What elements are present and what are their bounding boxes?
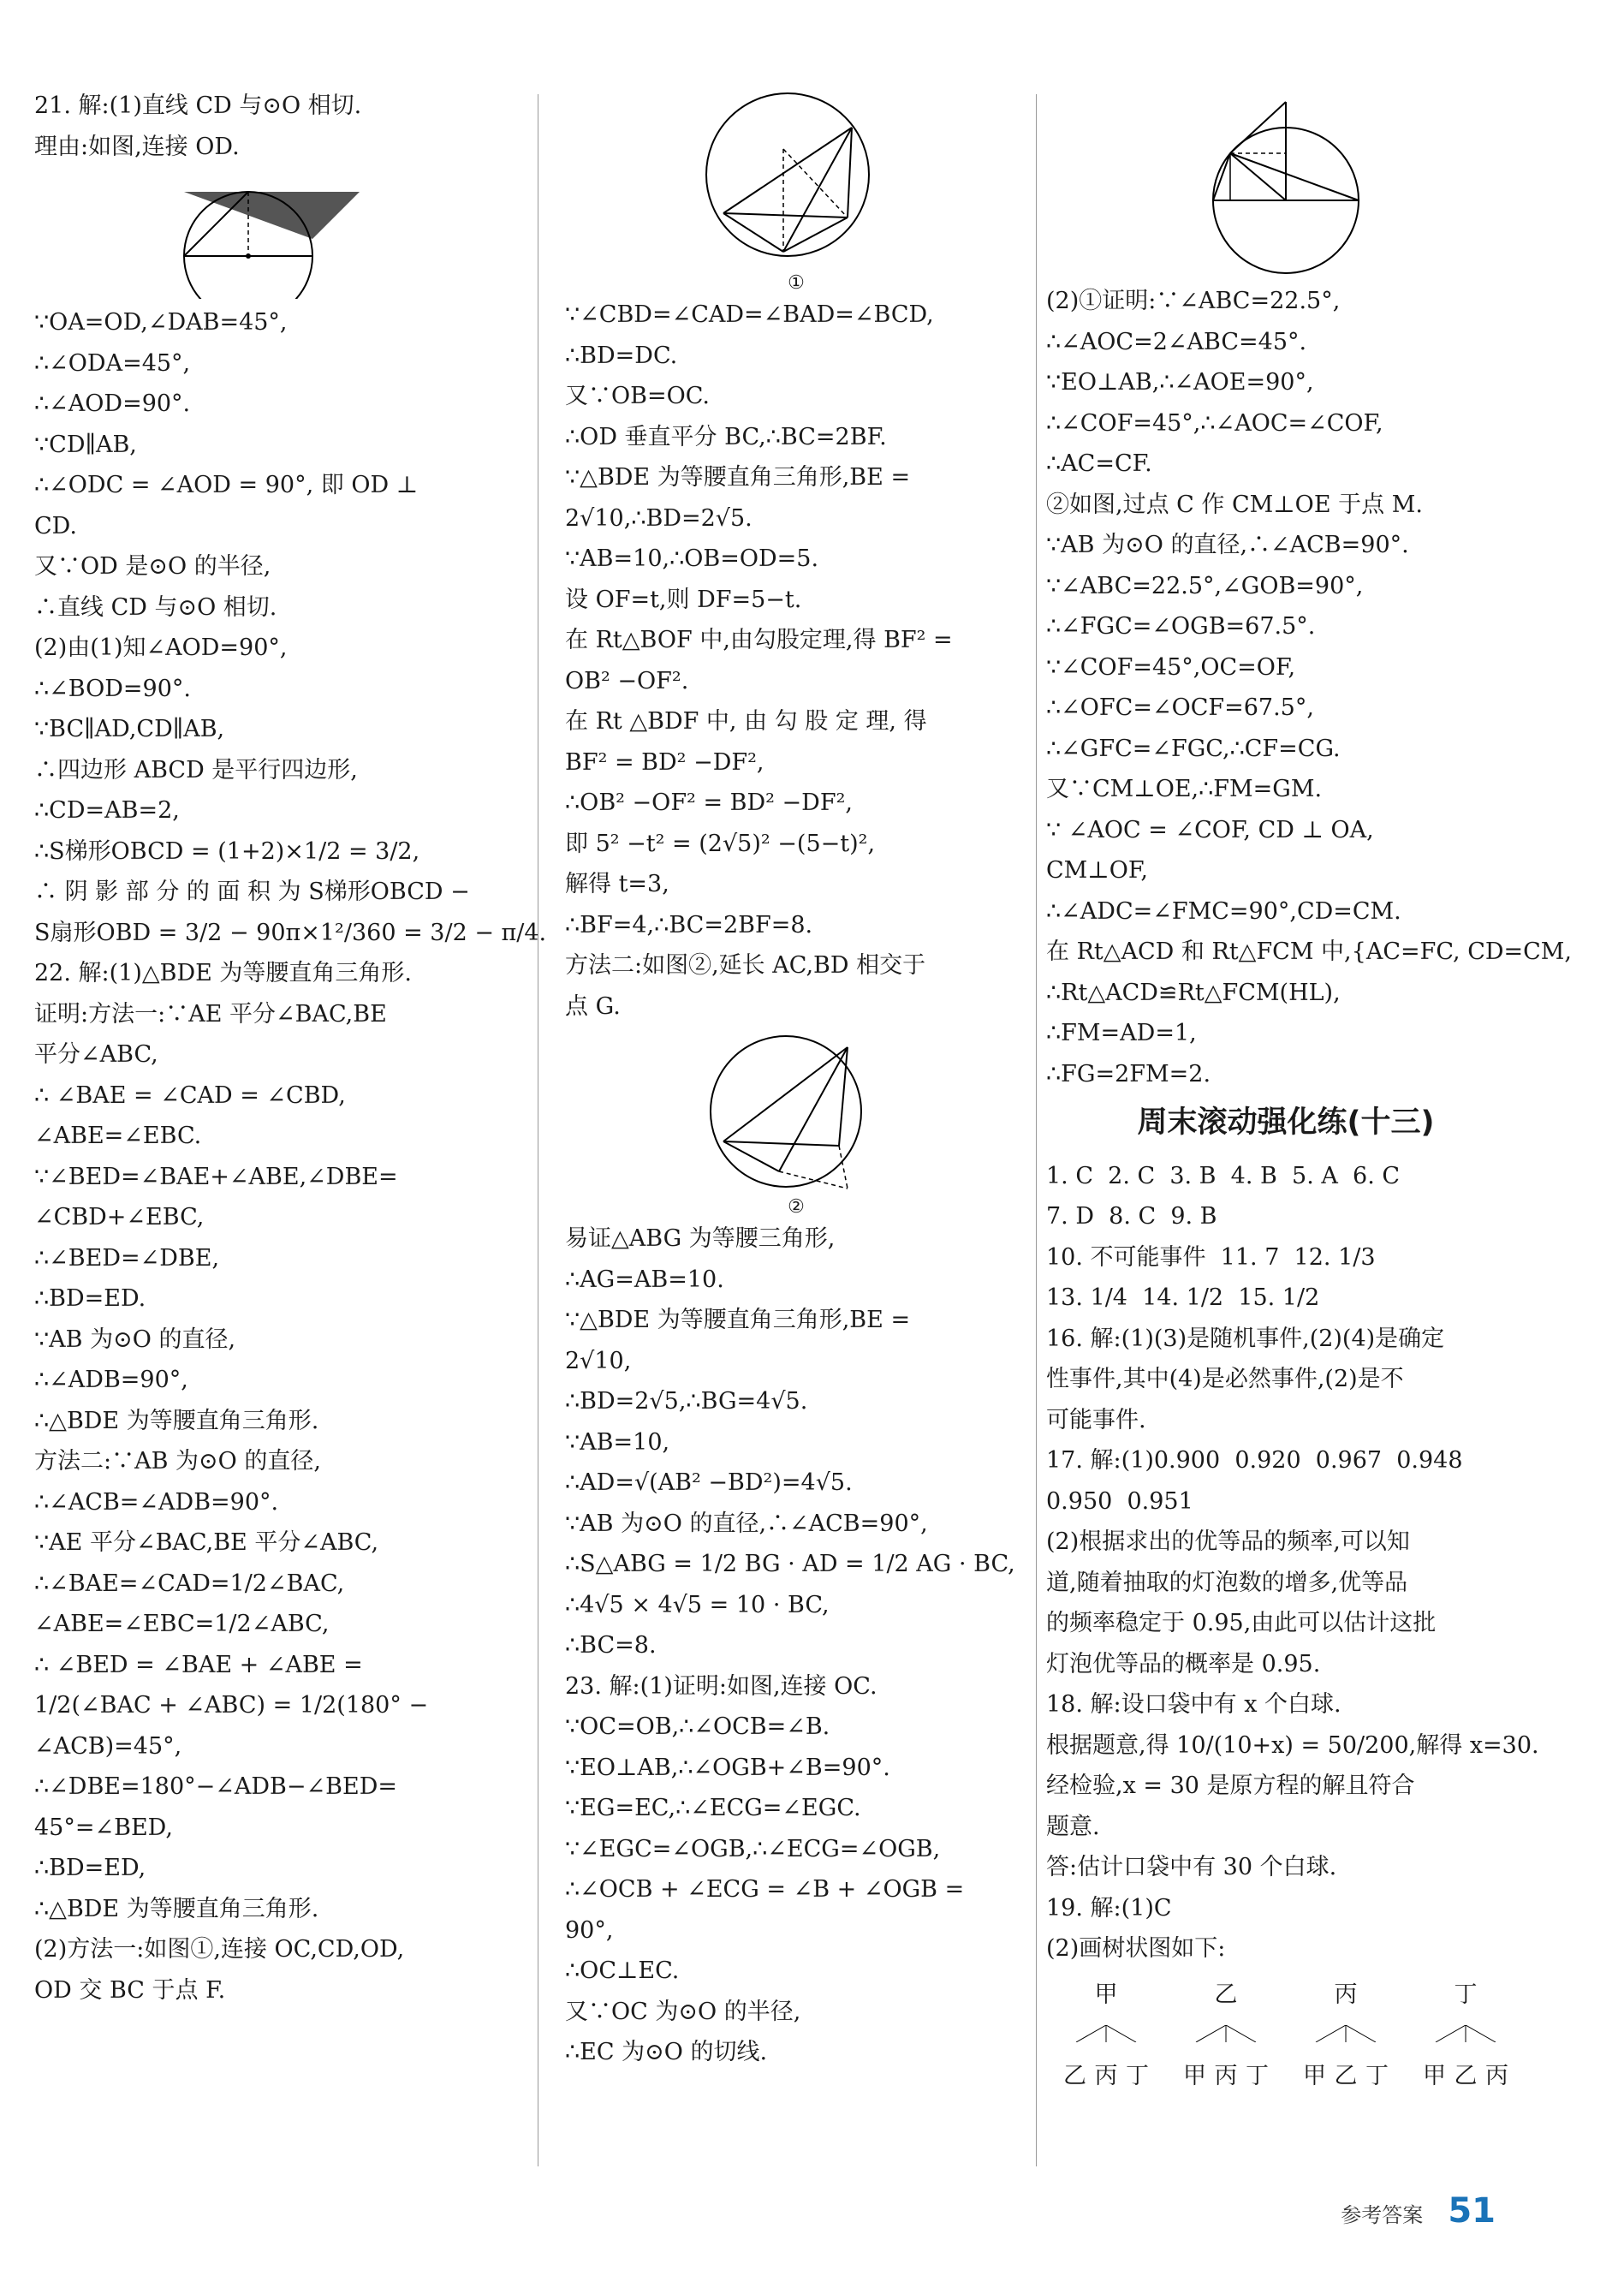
text-line: ∴∠ACB=∠ADB=90°. bbox=[34, 1488, 279, 1516]
figure-q23 bbox=[1046, 89, 1526, 277]
text-line: ∴BF=4,∴BC=2BF=8. bbox=[565, 911, 813, 938]
answer-line: 7. D 8. C 9. B bbox=[1046, 1203, 1217, 1230]
tree-root: 丙 bbox=[1334, 1981, 1358, 2008]
tree-leaf: 甲 bbox=[1423, 2062, 1446, 2089]
text-line: 题意. bbox=[1046, 1813, 1100, 1840]
q23-heading: 23. 解:(1)证明:如图,连接 OC. bbox=[565, 1672, 877, 1700]
text-line: ∵CD∥AB, bbox=[34, 431, 137, 458]
text-line: CM⊥OF, bbox=[1046, 857, 1148, 884]
text-line: 方法二:∵AB 为⊙O 的直径, bbox=[34, 1448, 321, 1475]
answer-list bbox=[1046, 1156, 1526, 1319]
section-title: 周末滚动强化练(十三) bbox=[1137, 1105, 1435, 1140]
tree-leaf: 丁 bbox=[1246, 2062, 1269, 2089]
text-line: 道,随着抽取的灯泡数的增多,优等品 bbox=[1046, 1569, 1408, 1596]
text-line: ∴OC⊥EC. bbox=[565, 1957, 680, 1984]
tree-leaf: 丙 bbox=[1094, 2062, 1118, 2089]
figure-2 bbox=[565, 1030, 1027, 1193]
text-line: ∴∠AOD=90°. bbox=[34, 390, 191, 417]
text-line: ∴∠BOD=90°. bbox=[34, 675, 191, 702]
text-line: ∴∠ADB=90°, bbox=[34, 1367, 188, 1393]
text-line: ∴∠AOC=2∠ABC=45°. bbox=[1046, 328, 1307, 355]
text-line: ∴∠COF=45°,∴∠AOC=∠COF, bbox=[1046, 409, 1383, 437]
text-line: 的频率稳定于 0.95,由此可以估计这批 bbox=[1046, 1610, 1437, 1636]
text-line: ∴∠OCB + ∠ECG = ∠B + ∠OGB = bbox=[565, 1876, 965, 1903]
text-line: ∴BD=ED, bbox=[34, 1855, 146, 1881]
text-line: ∴四边形 ABCD 是平行四边形, bbox=[34, 756, 358, 784]
text-line: 16. 解:(1)(3)是随机事件,(2)(4)是确定 bbox=[1046, 1325, 1445, 1352]
text-line: 17. 解:(1)0.900 0.920 0.967 0.948 bbox=[1046, 1447, 1463, 1474]
q23-lines bbox=[565, 1707, 1027, 2073]
tree-root: 丁 bbox=[1454, 1981, 1478, 2008]
text-line: 18. 解:设口袋中有 x 个白球. bbox=[1046, 1691, 1341, 1718]
text-line: 90°, bbox=[565, 1916, 614, 1944]
text-line: ∴△BDE 为等腰直角三角形. bbox=[34, 1895, 319, 1922]
text-line: ∴∠ODA=45°, bbox=[34, 349, 191, 377]
text-line: ∴∠GFC=∠FGC,∴CF=CG. bbox=[1046, 735, 1341, 762]
text-line: ∴CD=AB=2, bbox=[34, 797, 180, 824]
text-line: 即 5² −t² = (2√5)² −(5−t)², bbox=[565, 830, 876, 857]
tree-leaf: 丁 bbox=[1365, 2062, 1389, 2089]
text-line: ∴Rt△ACD≌Rt△FCM(HL), bbox=[1046, 979, 1341, 1006]
text-line: ∴△BDE 为等腰直角三角形. bbox=[34, 1407, 319, 1434]
q17 bbox=[1046, 1440, 1526, 1684]
text-line: ∵∠ABC=22.5°,∠GOB=90°, bbox=[1046, 572, 1364, 599]
text-line: ∠ABE=∠EBC=1/2∠ABC, bbox=[34, 1611, 330, 1637]
text-line: 2√10,∴BD=2√5. bbox=[565, 504, 753, 532]
text-line: ∴FG=2FM=2. bbox=[1046, 1060, 1211, 1087]
tree-leaf: 乙 bbox=[1334, 2062, 1358, 2089]
text-line: (2)方法一:如图①,连接 OC,CD,OD, bbox=[34, 1936, 405, 1963]
text-line: 19. 解:(1)C bbox=[1046, 1894, 1172, 1922]
text-line: ∵AB=10, bbox=[565, 1428, 670, 1456]
text-line: ∴OB² −OF² = BD² −DF², bbox=[565, 789, 853, 816]
text-line: 1/2(∠BAC + ∠ABC) = 1/2(180° − bbox=[34, 1692, 429, 1719]
text-line: ∴S△ABG = 1/2 BG · AD = 1/2 AG · BC, bbox=[565, 1551, 1015, 1577]
text-line: 又∵OD 是⊙O 的半径, bbox=[34, 553, 271, 580]
tree-root: 乙 bbox=[1214, 1981, 1238, 2008]
text-line: ∴∠OFC=∠OCF=67.5°, bbox=[1046, 694, 1314, 721]
text-line: 易证△ABG 为等腰三角形, bbox=[565, 1225, 836, 1252]
text-line: OB² −OF². bbox=[565, 667, 689, 694]
text-line: 在 Rt△ACD 和 Rt△FCM 中,{AC=FC, CD=CM, bbox=[1046, 938, 1573, 965]
page-number: 51 bbox=[1448, 2191, 1496, 2231]
col2-lines-a bbox=[565, 295, 1027, 1027]
tree-branches bbox=[1183, 2025, 1269, 2042]
tree-root: 甲 bbox=[1094, 1981, 1118, 2008]
text-line: 解得 t=3, bbox=[565, 871, 669, 897]
answer-line: 1. C 2. C 3. B 4. B 5. A 6. C bbox=[1046, 1162, 1401, 1189]
column-1 bbox=[34, 86, 547, 2011]
tree-leaf: 甲 bbox=[1183, 2062, 1206, 2089]
q22-lines bbox=[34, 994, 514, 2011]
page-footer bbox=[1341, 2191, 1496, 2231]
text-line: ∴4√5 × 4√5 = 10 · BC, bbox=[565, 1591, 830, 1618]
text-line: ∵EO⊥AB,∴∠AOE=90°, bbox=[1046, 369, 1314, 396]
q19 bbox=[1046, 1888, 1526, 1969]
text-line: ∵△BDE 为等腰直角三角形,BE = bbox=[565, 1307, 911, 1333]
q21-line: 理由:如图,连接 OD. bbox=[34, 133, 240, 160]
tree-leaf: 甲 bbox=[1303, 2062, 1326, 2089]
text-line: ∴ ∠BAE = ∠CAD = ∠CBD, bbox=[34, 1081, 346, 1109]
text-line: ∴AC=CF. bbox=[1046, 450, 1152, 477]
q18 bbox=[1046, 1684, 1539, 1888]
text-line: ∴∠ODC = ∠AOD = 90°, 即 OD ⊥ bbox=[34, 472, 419, 498]
text-line: 45°=∠BED, bbox=[34, 1814, 173, 1841]
tree-branches bbox=[1063, 2025, 1149, 2042]
text-line: 在 Rt △BDF 中, 由 勾 股 定 理, 得 bbox=[565, 708, 927, 735]
col2-lines-b bbox=[565, 1218, 1027, 1666]
tree-diagram bbox=[1046, 1975, 1526, 2097]
text-line: 平分∠ABC, bbox=[34, 1041, 158, 1068]
text-line: ∵AE 平分∠BAC,BE 平分∠ABC, bbox=[34, 1529, 379, 1556]
tree-leaf: 乙 bbox=[1454, 2062, 1478, 2089]
shaded-region bbox=[184, 192, 360, 239]
text-line: ∵AB 为⊙O 的直径,∴∠ACB=90°. bbox=[1046, 532, 1409, 558]
text-line: ∴FM=AD=1, bbox=[1046, 1020, 1197, 1046]
text-line: ∴AD=√(AB² −BD²)=4√5. bbox=[565, 1469, 853, 1496]
tree-group bbox=[1183, 1975, 1269, 2097]
text-line: ∴∠DBE=180°−∠ADB−∠BED= bbox=[34, 1773, 397, 1800]
text-line: 在 Rt△BOF 中,由勾股定理,得 BF² = bbox=[565, 627, 953, 653]
text-line: ∴S梯形OBCD = (1+2)×1/2 = 3/2, bbox=[34, 837, 420, 865]
tree-branches bbox=[1303, 2025, 1389, 2042]
text-line: ∵AB 为⊙O 的直径, bbox=[34, 1326, 236, 1353]
text-line: ∵BC∥AD,CD∥AB, bbox=[34, 716, 225, 742]
tree-leaf: 丁 bbox=[1126, 2062, 1149, 2089]
text-line: ∴BD=2√5,∴BG=4√5. bbox=[565, 1388, 808, 1415]
text-line: 方法二:如图②,延长 AC,BD 相交于 bbox=[565, 952, 926, 979]
text-line: ∴AG=AB=10. bbox=[565, 1266, 724, 1293]
col3-lines-a bbox=[1046, 281, 1573, 1094]
figure-2-caption: ② bbox=[788, 1196, 805, 1218]
figure-q21 bbox=[34, 170, 514, 299]
text-line: OD 交 BC 于点 F. bbox=[34, 1976, 226, 2004]
text-line: 灯泡优等品的概率是 0.95. bbox=[1046, 1650, 1321, 1677]
column-3 bbox=[1046, 86, 1573, 2096]
q16 bbox=[1046, 1319, 1526, 1441]
text-line: ∠ABE=∠EBC. bbox=[34, 1123, 202, 1149]
tree-branches bbox=[1423, 2025, 1508, 2042]
q22-heading: 22. 解:(1)△BDE 为等腰直角三角形. bbox=[34, 960, 412, 986]
text-line: S扇形OBD = 3/2 − 90π×1²/360 = 3/2 − π/4. bbox=[34, 919, 547, 946]
tree-group bbox=[1303, 1975, 1389, 2097]
text-line: ∠ACB)=45°, bbox=[34, 1732, 182, 1760]
text-line: ∴∠FGC=∠OGB=67.5°. bbox=[1046, 613, 1316, 640]
text-line: ∵△BDE 为等腰直角三角形,BE = bbox=[565, 464, 911, 491]
text-line: (2)根据求出的优等品的频率,可以知 bbox=[1046, 1528, 1410, 1555]
text-line: ∵ ∠AOC = ∠COF, CD ⊥ OA, bbox=[1046, 816, 1374, 843]
text-line: (2)由(1)知∠AOD=90°, bbox=[34, 635, 288, 661]
text-line: 点 G. bbox=[565, 992, 621, 1020]
text-line: 又∵OB=OC. bbox=[565, 383, 711, 409]
text-line: ∴ 阴 影 部 分 的 面 积 为 S梯形OBCD − bbox=[34, 879, 470, 905]
tree-leaf: 丙 bbox=[1214, 2062, 1238, 2089]
text-line: ∴OD 垂直平分 BC,∴BC=2BF. bbox=[565, 423, 887, 450]
text-line: 设 OF=t,则 DF=5−t. bbox=[565, 586, 802, 613]
text-line: 证明:方法一:∵AE 平分∠BAC,BE bbox=[34, 1000, 387, 1028]
text-line: ②如图,过点 C 作 CM⊥OE 于点 M. bbox=[1046, 491, 1423, 518]
tree-leaf: 丙 bbox=[1485, 2062, 1508, 2089]
text-line: ∵OA=OD,∠DAB=45°, bbox=[34, 309, 288, 336]
text-line: ∵EG=EC,∴∠ECG=∠EGC. bbox=[565, 1795, 861, 1821]
text-line: ∴BC=8. bbox=[565, 1632, 657, 1659]
text-line: ∵∠COF=45°,OC=OF, bbox=[1046, 653, 1296, 681]
q21-heading: 21. 解:(1)直线 CD 与⊙O 相切. bbox=[34, 92, 362, 119]
text-line: 经检验,x = 30 是原方程的解且符合 bbox=[1046, 1773, 1415, 1799]
text-line: ∴BD=DC. bbox=[565, 342, 678, 369]
text-line: ∵EO⊥AB,∴∠OGB+∠B=90°. bbox=[565, 1754, 890, 1781]
answer-line: 13. 1/4 14. 1/2 15. 1/2 bbox=[1046, 1284, 1320, 1311]
text-line: BF² = BD² −DF², bbox=[565, 748, 764, 776]
text-line: 根据题意,得 10/(10+x) = 50/200,解得 x=30. bbox=[1046, 1731, 1539, 1759]
q21-lines bbox=[34, 302, 547, 953]
figure-1-caption: ① bbox=[788, 272, 805, 294]
footer-label: 参考答案 bbox=[1341, 2203, 1424, 2227]
text-line: 0.950 0.951 bbox=[1046, 1487, 1193, 1515]
text-line: 2√10, bbox=[565, 1347, 632, 1374]
text-line: 又∵CM⊥OE,∴FM=GM. bbox=[1046, 776, 1323, 802]
text-line: CD. bbox=[34, 512, 77, 539]
text-line: ∴∠BED=∠DBE, bbox=[34, 1244, 220, 1272]
text-line: ∵OC=OB,∴∠OCB=∠B. bbox=[565, 1713, 830, 1740]
answer-line: 10. 不可能事件 11. 7 12. 1/3 bbox=[1046, 1243, 1376, 1271]
column-divider-2 bbox=[1036, 94, 1037, 2166]
column-2 bbox=[565, 86, 1027, 2073]
tree-group bbox=[1423, 1975, 1508, 2097]
text-line: ∴EC 为⊙O 的切线. bbox=[565, 2039, 768, 2065]
text-line: 答:估计口袋中有 30 个白球. bbox=[1046, 1854, 1337, 1880]
text-line: ∴ ∠BED = ∠BAE + ∠ABE = bbox=[34, 1651, 363, 1678]
text-line: 可能事件. bbox=[1046, 1406, 1146, 1433]
text-line: ∵∠CBD=∠CAD=∠BAD=∠BCD, bbox=[565, 301, 934, 328]
tree-leaf: 乙 bbox=[1063, 2062, 1086, 2089]
text-line: (2)①证明:∵∠ABC=22.5°, bbox=[1046, 288, 1341, 314]
text-line: ∴∠BAE=∠CAD=1/2∠BAC, bbox=[34, 1570, 345, 1597]
text-line: ∵AB=10,∴OB=OD=5. bbox=[565, 545, 819, 572]
text-line: ∴∠ADC=∠FMC=90°,CD=CM. bbox=[1046, 897, 1401, 925]
tree-group bbox=[1063, 1975, 1149, 2097]
text-line: ∴直线 CD 与⊙O 相切. bbox=[34, 593, 277, 621]
text-line: ∵∠BED=∠BAE+∠ABE,∠DBE= bbox=[34, 1163, 398, 1190]
text-line: 性事件,其中(4)是必然事件,(2)是不 bbox=[1046, 1366, 1404, 1392]
text-line: ∠CBD+∠EBC, bbox=[34, 1204, 205, 1230]
text-line: 又∵OC 为⊙O 的半径, bbox=[565, 1998, 801, 2025]
text-line: ∴BD=ED. bbox=[34, 1285, 146, 1312]
figure-1 bbox=[565, 89, 1027, 269]
text-line: ∵AB 为⊙O 的直径,∴∠ACB=90°, bbox=[565, 1510, 928, 1537]
text-line: ∵∠EGC=∠OGB,∴∠ECG=∠OGB, bbox=[565, 1835, 941, 1862]
text-line: (2)画树状图如下: bbox=[1046, 1935, 1226, 1962]
